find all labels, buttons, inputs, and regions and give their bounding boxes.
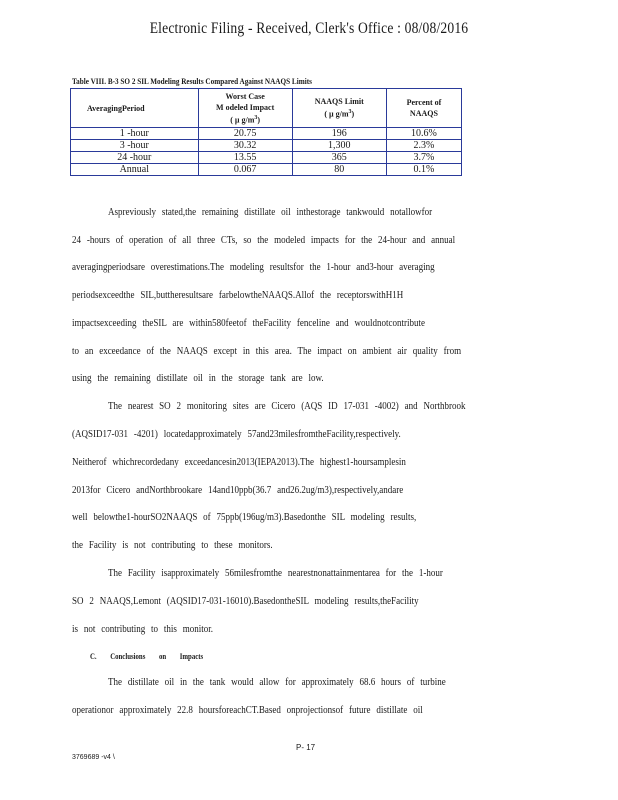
table-header-row bbox=[71, 89, 462, 128]
cell-impact: 30.32 bbox=[198, 140, 292, 152]
paragraph-2-line: (AQSID17-031 -4201) locatedapproximately 57and23milesfromtheFacility,respectively. bbox=[72, 429, 401, 440]
cell-period: 1 -hour bbox=[71, 128, 199, 140]
header-averaging-period: AveragingPeriod bbox=[71, 89, 199, 128]
cell-naaqs: 365 bbox=[292, 152, 386, 164]
cell-period: 3 -hour bbox=[71, 140, 199, 152]
cell-naaqs: 196 bbox=[292, 128, 386, 140]
paragraph-1-line: to an exceedance of the NAAQS except in this area. The impact on ambient air quality from bbox=[72, 346, 462, 357]
percent-header-line2: NAAQS bbox=[409, 109, 438, 118]
table-row bbox=[71, 140, 462, 152]
paragraph-2-line: Neitherof whichrecordedany exceedancesin2013(IEPA2013).The highest1-hoursamplesin bbox=[72, 457, 406, 468]
impact-header-line1: Worst Case bbox=[225, 91, 265, 101]
cell-percent: 10.6% bbox=[386, 128, 461, 140]
filing-header: Electronic Filing - Received, Clerk's Office : 08/08/2016 bbox=[149, 20, 469, 37]
percent-header-line1: Percent of bbox=[406, 98, 442, 107]
paragraph-4-line: operationor approximately 22.8 hoursforeachCT.Based onprojectionsof future distillate oil bbox=[72, 705, 423, 716]
paragraph-2-line: well belowthe1-hourSO2NAAQS of 75ppb(196ug/m3).Basedonthe SIL modeling results, bbox=[72, 512, 417, 523]
header-naaqs-limit bbox=[292, 89, 386, 128]
table-row bbox=[71, 128, 462, 140]
paragraph-1-line: using the remaining distillate oil in the storage tank are low. bbox=[72, 373, 324, 384]
document-id: 3769689 -v4 \ bbox=[72, 754, 115, 761]
table-caption: Table VIII. B-3 SO 2 SIL Modeling Results Compared Against NAAQS Limits bbox=[72, 77, 312, 86]
table-row bbox=[71, 152, 462, 164]
cell-impact: 0.067 bbox=[198, 164, 292, 176]
paragraph-3-line: SO 2 NAAQS,Lemont (AQSID17-031-16010).BasedontheSIL modeling results,theFacility bbox=[72, 596, 419, 607]
paragraph-1-line: averagingperiodsare overestimations.The modeling resultsfor the 1-hour and3-hour averaging bbox=[72, 262, 435, 273]
cell-naaqs: 80 bbox=[292, 164, 386, 176]
cell-period: Annual bbox=[71, 164, 199, 176]
paragraph-1-line: 24 -hours of operation of all three CTs, so the modeled impacts for the 24-hour and annual bbox=[72, 235, 456, 246]
header-modeled-impact bbox=[198, 89, 292, 128]
cell-impact: 13.55 bbox=[198, 152, 292, 164]
page-number: P- 17 bbox=[296, 743, 316, 752]
naaqs-header-line1: NAAQS Limit bbox=[314, 97, 364, 107]
header-percent-naaqs bbox=[386, 89, 461, 128]
sil-results-table bbox=[70, 88, 462, 176]
impact-header-line2: M odeled Impact bbox=[216, 102, 275, 112]
paragraph-1-line: periodsexceedthe SIL,buttheresultsare farbelowtheNAAQS.Allof the receptorswithH1H bbox=[72, 290, 404, 301]
naaqs-header-unit: ( µ $g/m^3$) bbox=[324, 109, 355, 119]
paragraph-2-line: 2013for Cicero andNorthbrookare 14and10ppb(36.7 and26.2ug/m3),respectively,andare bbox=[72, 485, 404, 496]
paragraph-2-line: the Facility is not contributing to these monitors. bbox=[72, 540, 273, 551]
paragraph-3-line: is not contributing to this monitor. bbox=[72, 624, 214, 635]
table-row bbox=[71, 164, 462, 176]
impact-header-unit: ( µ $g/m^3$) bbox=[230, 114, 261, 125]
cell-percent: 3.7% bbox=[386, 152, 461, 164]
cell-impact: 20.75 bbox=[198, 128, 292, 140]
cell-period: 24 -hour bbox=[71, 152, 199, 164]
cell-percent: 2.3% bbox=[386, 140, 461, 152]
cell-percent: 0.1% bbox=[386, 164, 461, 176]
paragraph-4-line: The distillate oil in the tank would allow for approximately 68.6 hours of turbine bbox=[108, 677, 446, 688]
paragraph-1-line: impactsexceeding theSIL are within580feetof theFacility fenceline and wouldnotcontribute bbox=[72, 318, 426, 329]
paragraph-3-line: The Facility isapproximately 56milesfromthe nearestnonattainmentarea for the 1-hour bbox=[108, 568, 443, 579]
cell-naaqs: 1,300 bbox=[292, 140, 386, 152]
section-heading: C. Conclusions on Impacts bbox=[90, 652, 204, 661]
paragraph-2-line: The nearest SO 2 monitoring sites are Cicero (AQS ID 17-031 -4002) and Northbrook bbox=[108, 401, 466, 412]
paragraph-1-line: Aspreviously stated,the remaining distillate oil inthestorage tankwould notallowfor bbox=[108, 207, 433, 218]
